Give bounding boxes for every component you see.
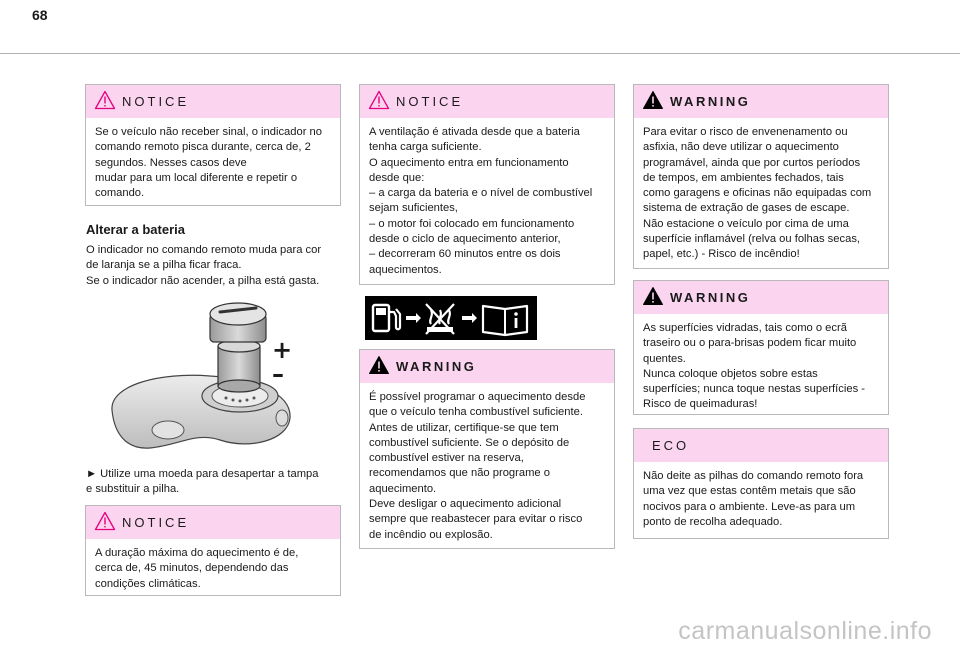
battery-plus-label: + [272,336,293,364]
warning-triangle-icon [368,355,390,375]
watermark: carmanualsonline.info [678,617,932,645]
text-line: que o veículo tenha combustível suficiente. [369,406,583,419]
text-line: Para evitar o risco de envenenamento ou [643,126,848,138]
section-title-battery: Alterar a bateria [86,222,185,237]
text-line: traseiro ou o para-brisas podem ficar muito [643,337,857,350]
warning-box-fuel [359,349,615,549]
arrow-right-icon [462,313,477,323]
text-line: papel, etc.) - Risco de incêndio! [643,248,800,261]
remote-battery-illustration [100,300,300,460]
text-line: comando remoto pisca durante, cerca de, 2 [95,141,311,154]
text-line: cerca de, 45 minutos, dependendo das [95,562,289,575]
text-line: asfixia, não deve utilizar o aquecimento [643,141,839,154]
text-line: de incêndio ou explosão. [369,528,493,541]
warning-header [634,85,888,118]
text-line: e substituir a pilha. [86,483,180,496]
notice-text [360,118,614,286]
warning-header [360,350,614,383]
warning-label: WARNING [670,290,751,305]
notice-label: NOTICE [122,515,190,530]
notice-header [86,506,340,539]
notice-triangle-icon [368,90,390,110]
arrow-right-icon [406,313,421,323]
text-line: superfície inflamável (relva ou folhas secas, [643,233,861,246]
text-line: – a carga da bateria e o nível de combustível [369,187,593,200]
text-line: aquecimento. [369,482,437,495]
text-line: sempre que reabastecer para evitar o risco [369,513,583,526]
text-line: Risco de queimaduras! [643,398,758,411]
notice-box-duration [85,505,341,596]
warning-label: WARNING [670,94,751,109]
text-line: de tempos, em ambientes fechados, tais [643,171,844,184]
notice-triangle-icon [94,90,116,110]
notice-header [360,85,614,118]
heating-icon-strip [365,296,537,340]
text-line: Nunca coloque objetos sobre estas [643,367,818,380]
text-line: A ventilação é ativada desde que a bateria [369,126,580,138]
warning-text [360,383,614,551]
text-line: combustível estiver na reserva, [369,452,524,465]
text-line: combustível suficiente. Se o depósito de [369,436,570,449]
text-line: tenha carga suficiente. [369,141,482,154]
notice-box-signal [85,84,341,206]
text-line: quentes. [643,352,686,365]
battery-instruction [86,467,342,498]
eco-label: ECO [652,438,690,453]
eco-box [633,428,889,539]
text-line: Se o indicador não acender, a pilha está gasta. [86,274,320,287]
text-line: Deve desligar o aquecimento adicional [369,498,562,511]
text-line: aquecimentos. [369,263,442,276]
page-number: 68 [32,7,48,23]
text-line: desde que: [369,171,425,184]
text-line: nocivos para o ambiente. Leve-as para um [643,500,856,513]
battery-minus-label: – [272,360,284,388]
warning-box-surfaces [633,280,889,415]
notice-text [86,118,340,209]
warning-text [634,314,888,421]
text-line: recomendamos que não programe o [369,467,550,480]
text-line: Não estacione o veículo por cima de uma [643,217,849,230]
fuel-pump-icon [373,305,400,331]
warning-triangle-icon [642,286,664,306]
text-line: É possível programar o aquecimento desde [369,391,586,403]
notice-text [86,539,340,600]
text-line: desde o ciclo de aquecimento anterior, [369,233,561,246]
text-line: ► Utilize uma moeda para desapertar a tampa [86,468,319,480]
text-line: As superfícies vidradas, tais como o ecrã [643,322,847,334]
text-line: uma vez que estas contêm metais que são [643,485,856,498]
notice-label: NOTICE [122,94,190,109]
battery-description [86,243,342,289]
warning-box-poisoning [633,84,889,269]
warning-triangle-icon [642,90,664,110]
text-line: mudar para um local diferente e repetir o [95,171,298,184]
warning-label: WARNING [396,359,477,374]
text-line: Não deite as pilhas do comando remoto fora [643,470,864,482]
heating-off-icon [426,304,454,334]
notice-label: NOTICE [396,94,464,109]
text-line: A duração máxima do aquecimento é de, [95,547,299,559]
warning-text [634,118,888,271]
text-line: como garagens e oficinas não equipadas com [643,187,872,200]
eco-text [634,462,888,538]
text-line: – decorreram 60 minutos entre os dois [369,248,561,261]
text-line: ponto de recolha adequado. [643,515,783,528]
notice-box-ventilation [359,84,615,285]
text-line: de laranja se a pilha ficar fraca. [86,259,242,272]
text-line: O indicador no comando remoto muda para cor [86,244,322,256]
text-line: programável, ainda que por curtos períodos [643,156,861,169]
text-line: comando. [95,187,145,200]
text-line: – o motor foi colocado em funcionamento [369,217,575,230]
notice-triangle-icon [94,511,116,531]
text-line: sistema de extração de gases de escape. [643,202,850,215]
text-line: superfícies; nunca toque nestas superfícies - [643,383,866,396]
text-line: condições climáticas. [95,577,201,590]
text-line: segundos. Nesses casos deve [95,156,247,169]
header-divider [0,53,960,54]
text-line: Se o veículo não receber sinal, o indicador no [95,126,323,138]
text-line: O aquecimento entra em funcionamento [369,156,569,169]
warning-header [634,281,888,314]
eco-header [634,429,888,462]
manual-book-icon [483,306,527,335]
text-line: sejam suficientes, [369,202,458,215]
notice-header [86,85,340,118]
text-line: Antes de utilizar, certifique-se que tem [369,421,559,434]
